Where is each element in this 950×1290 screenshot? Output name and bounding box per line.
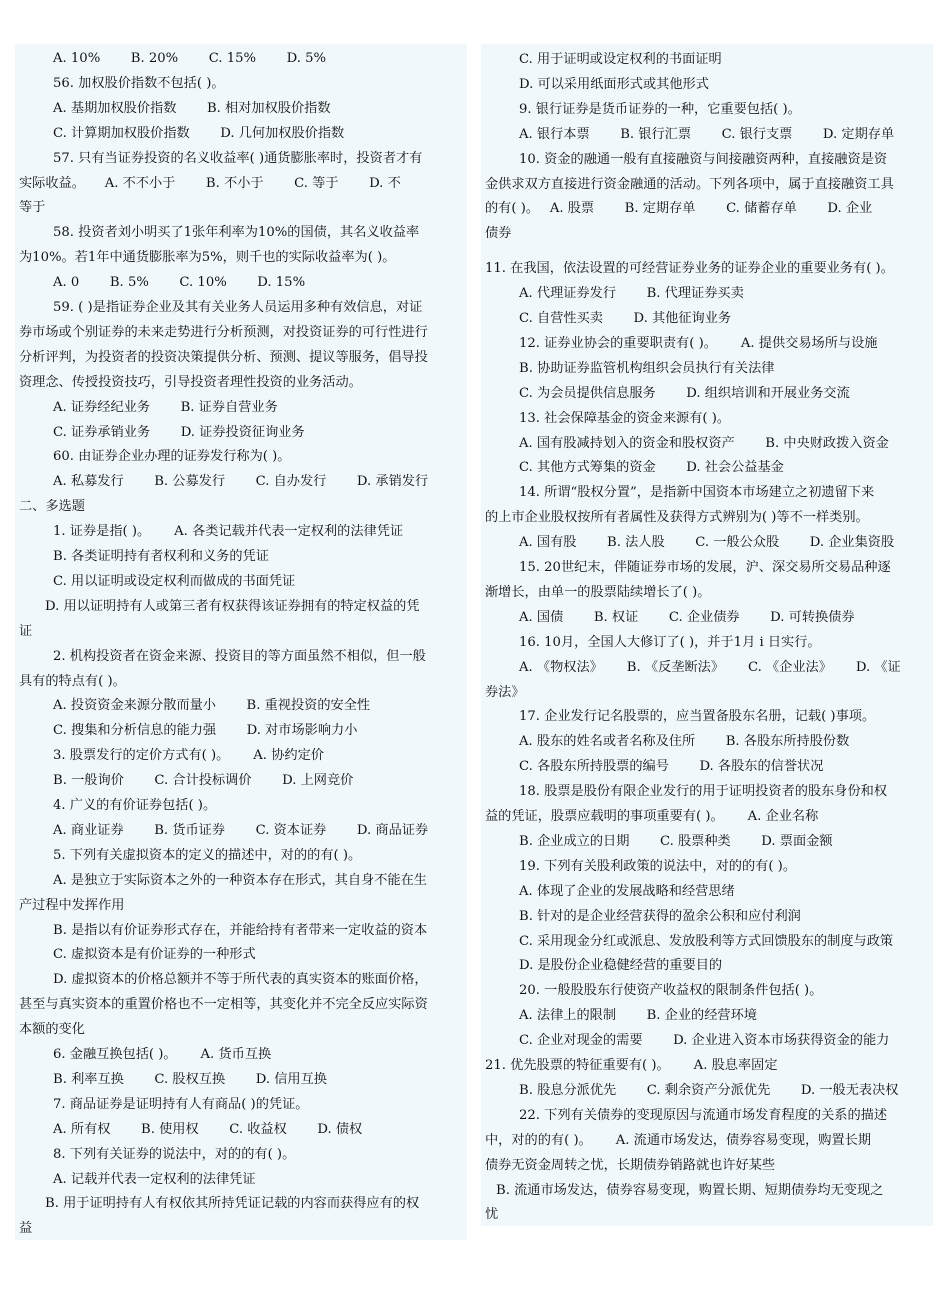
text-line: 60. 由证券企业办理的证券发行称为( )。 <box>53 449 291 465</box>
text-line: 12. 证券业协会的重要职责有( )。 A. 提供交易场所与设施 <box>519 335 878 351</box>
text-line: 等于 <box>19 200 46 216</box>
text-line: C. 证券承销业务 D. 证券投资征询业务 <box>53 424 305 440</box>
text-line: A. 《物权法》 B. 《反垄断法》 C. 《企业法》 D. 《证 <box>519 659 901 675</box>
right-text-column <box>481 44 933 1226</box>
text-line: 实际收益。 A. 不不小于 B. 不小于 C. 等于 D. 不 <box>19 175 401 191</box>
text-line: 的有( )。 A. 股票 B. 定期存单 C. 储蓄存单 D. 企业 <box>485 201 873 217</box>
text-line: A. 体现了企业的发展战略和经营思绪 <box>519 883 735 899</box>
text-line: A. 股东的姓名或者名称及住所 B. 各股东所持股份数 <box>519 734 850 750</box>
text-line: 2. 机构投资者在资金来源、投资目的等方面虽然不相似，但一般 <box>53 648 426 664</box>
text-line: C. 计算期加权股价指数 D. 几何加权股价指数 <box>53 125 345 141</box>
text-line: 21. 优先股票的特征重要有( )。 A. 股息率固定 <box>485 1058 778 1073</box>
text-line: B. 股息分派优先 C. 剩余资产分派优先 D. 一般无表决权 <box>519 1082 899 1098</box>
text-line: C. 企业对现金的需要 D. 企业进入资本市场获得资金的能力 <box>519 1033 890 1049</box>
text-line: D. 可以采用纸面形式或其他形式 <box>519 76 709 92</box>
text-line: 7. 商品证券是证明持有人有商品( )的凭证。 <box>53 1096 309 1112</box>
text-line: A. 私募发行 B. 公募发行 C. 自办发行 D. 承销发行 <box>53 474 429 490</box>
text-line: D. 是股份企业稳健经营的重要目的 <box>519 958 723 974</box>
text-line: 券法》 <box>485 684 525 700</box>
text-line: 15. 20世纪末，伴随证券市场的发展，沪、深交易所交易品种逐 <box>519 560 891 575</box>
text-line: A. 代理证券发行 B. 代理证券买卖 <box>519 286 744 302</box>
text-line: 二、多选题 <box>19 499 85 515</box>
text-line: A. 10% B. 20% C. 15% D. 5% <box>53 51 327 66</box>
text-line: 22. 下列有关债券的变现原因与流通市场发育程度的关系的描述 <box>519 1107 888 1123</box>
text-line: A. 证券经纪业务 B. 证券自营业务 <box>53 399 278 415</box>
text-line: 产过程中发挥作用 <box>19 897 125 913</box>
text-line: C. 自营性买卖 D. 其他征询业务 <box>519 311 732 326</box>
text-line: C. 为会员提供信息服务 D. 组织培训和开展业务交流 <box>519 385 850 401</box>
text-line: C. 用于证明或设定权利的书面证明 <box>519 52 722 67</box>
text-line: C. 各股东所持股票的编号 D. 各股东的信誉状况 <box>519 759 824 775</box>
text-line: B. 企业成立的日期 C. 股票种类 D. 票面金额 <box>519 833 833 849</box>
text-line: 57. 只有当证券投资的名义收益率( )通货膨胀率时，投资者才有 <box>53 150 423 166</box>
text-line: 4. 广义的有价证券包括( )。 <box>53 798 217 813</box>
text-line: A. 是独立于实际资本之外的一种资本存在形式，其自身不能在生 <box>53 872 427 888</box>
text-line: A. 国有股减持划入的资金和股权资产 B. 中央财政拨入资金 <box>519 435 889 451</box>
text-line: 16. 10月，全国人大修订了( )，并于1月 i 日实行。 <box>519 634 821 650</box>
text-line: 56. 加权股价指数不包括( )。 <box>53 75 225 91</box>
text-line: 3. 股票发行的定价方式有( )。 A. 协约定价 <box>53 748 324 764</box>
text-line: D. 虚拟资本的价格总额并不等于所代表的真实资本的账面价格， <box>53 972 428 988</box>
text-line: A. 法律上的限制 B. 企业的经营环境 <box>519 1008 757 1024</box>
text-line: 中，对的的有( )。 A. 流通市场发达，债券容易变现，购置长期 <box>485 1132 872 1148</box>
text-line: 13. 社会保障基金的资金来源有( )。 <box>519 410 731 426</box>
text-line: C. 采用现金分红或派息、发放股利等方式回馈股东的制度与政策 <box>519 933 894 949</box>
text-line: B. 利率互换 C. 股权互换 D. 信用互换 <box>53 1071 327 1087</box>
text-line: 资理念、传授投资技巧，引导投资者理性投资的业务活动。 <box>19 374 362 390</box>
text-line: A. 记载并代表一定权利的法律凭证 <box>53 1171 256 1187</box>
text-line: 1. 证券是指( )。 A. 各类记载并代表一定权利的法律凭证 <box>53 524 404 540</box>
text-line: D. 用以证明持有人或第三者有权获得该证券拥有的特定权益的凭 <box>45 598 420 614</box>
text-line: 分析评判，为投资者的投资决策提供分析、预测、提议等服务，倡导投 <box>19 349 428 365</box>
text-line: 债券 <box>485 226 512 242</box>
text-line: B. 各类证明持有者权利和义务的凭证 <box>53 549 269 564</box>
text-line: 本额的变化 <box>19 1022 85 1038</box>
text-line: 17. 企业发行记名股票的，应当置备股东名册，记载( )事项。 <box>519 709 876 725</box>
text-line: 具有的特点有( )。 <box>19 673 126 689</box>
left-text-column <box>15 44 467 1240</box>
text-line: 11. 在我国，依法设置的可经营证券业务的证券企业的重要业务有( )。 <box>485 261 894 277</box>
text-line: A. 投资资金来源分散而量小 B. 重视投资的安全性 <box>53 698 371 714</box>
text-line: 金供求双方直接进行资金融通的活动。下列各项中，属于直接融资工具 <box>485 176 894 192</box>
text-line: 59. ( )是指证券企业及其有关业务人员运用多种有效信息，对证 <box>53 300 423 315</box>
text-line: A. 0 B. 5% C. 10% D. 15% <box>53 275 306 291</box>
text-line: 渐增长，由单一的股票陆续增长了( )。 <box>485 584 711 600</box>
text-line: 券市场或个别证券的未来走势进行分析预测，对投资证券的可行性进行 <box>19 324 428 340</box>
text-line: C. 虚拟资本是有价证券的一种形式 <box>53 947 256 963</box>
text-line: 6. 金融互换包括( )。 A. 货币互换 <box>53 1047 272 1062</box>
text-line: C. 其他方式筹集的资金 D. 社会公益基金 <box>519 460 784 476</box>
text-line: 债券无资金周转之忧，长期债券销路就也许好某些 <box>485 1157 776 1173</box>
text-line: B. 一般询价 C. 合计投标调价 D. 上网竞价 <box>53 773 354 789</box>
text-line: A. 银行本票 B. 银行汇票 C. 银行支票 D. 定期存单 <box>519 126 895 142</box>
text-line: 忧 <box>485 1207 499 1223</box>
text-line: 益 <box>19 1221 33 1237</box>
text-line: 20. 一般股股东行使资产收益权的限制条件包括( )。 <box>519 983 823 999</box>
text-line: 58. 投资者刘小明买了1张年利率为10%的国债，其名义收益率 <box>53 225 420 241</box>
text-line: B. 流通市场发达，债券容易变现，购置长期、短期债券均无变现之 <box>496 1182 884 1198</box>
text-line: A. 基期加权股价指数 B. 相对加权股价指数 <box>53 100 331 116</box>
text-line: 18. 股票是股份有限企业发行的用于证明投资者的股东身份和权 <box>519 784 888 800</box>
text-line: 5. 下列有关虚拟资本的定义的描述中，对的的有( )。 <box>53 847 362 863</box>
text-line: B. 针对的是企业经营获得的盈余公积和应付利润 <box>519 908 801 924</box>
text-line: 甚至与真实资本的重置价格也不一定相等，其变化并不完全反应实际资 <box>19 997 428 1013</box>
text-line: A. 所有权 B. 使用权 C. 收益权 D. 债权 <box>53 1121 363 1137</box>
text-line: 益的凭证，股票应载明的事项重要有( )。 A. 企业名称 <box>485 809 819 824</box>
text-line: B. 是指以有价证券形式存在，并能给持有者带来一定收益的资本 <box>53 922 428 938</box>
text-line: 的上市企业股权按所有者属性及获得方式辨别为( )等不一样类别。 <box>485 510 869 526</box>
text-line: 为10%。若1年中通货膨胀率为5%，则千也的实际收益率为( )。 <box>19 250 396 266</box>
text-line: B. 协助证券监管机构组织会员执行有关法律 <box>519 360 775 376</box>
text-line: 10. 资金的融通一般有直接融资与间接融资两种，直接融资是资 <box>519 151 888 167</box>
text-line: 19. 下列有关股利政策的说法中，对的的有( )。 <box>519 858 797 874</box>
text-line: 证 <box>19 623 33 639</box>
text-line: A. 国有股 B. 法人股 C. 一般公众股 D. 企业集资股 <box>519 535 895 551</box>
text-line: C. 用以证明或设定权利而做成的书面凭证 <box>53 573 296 589</box>
text-line: B. 用于证明持有人有权依其所持凭证记载的内容而获得应有的权 <box>45 1196 420 1212</box>
text-line: 8. 下列有关证券的说法中，对的的有( )。 <box>53 1146 296 1162</box>
text-line: 14. 所谓“股权分置”，是指新中国资本市场建立之初遗留下来 <box>519 485 875 501</box>
text-line: C. 搜集和分析信息的能力强 D. 对市场影响力小 <box>53 723 358 739</box>
text-line: A. 国债 B. 权证 C. 企业债券 D. 可转换债券 <box>519 609 855 625</box>
text-line: A. 商业证券 B. 货币证券 C. 资本证券 D. 商品证券 <box>53 822 429 838</box>
text-line: 9. 银行证券是货币证券的一种，它重要包括( )。 <box>519 101 801 117</box>
